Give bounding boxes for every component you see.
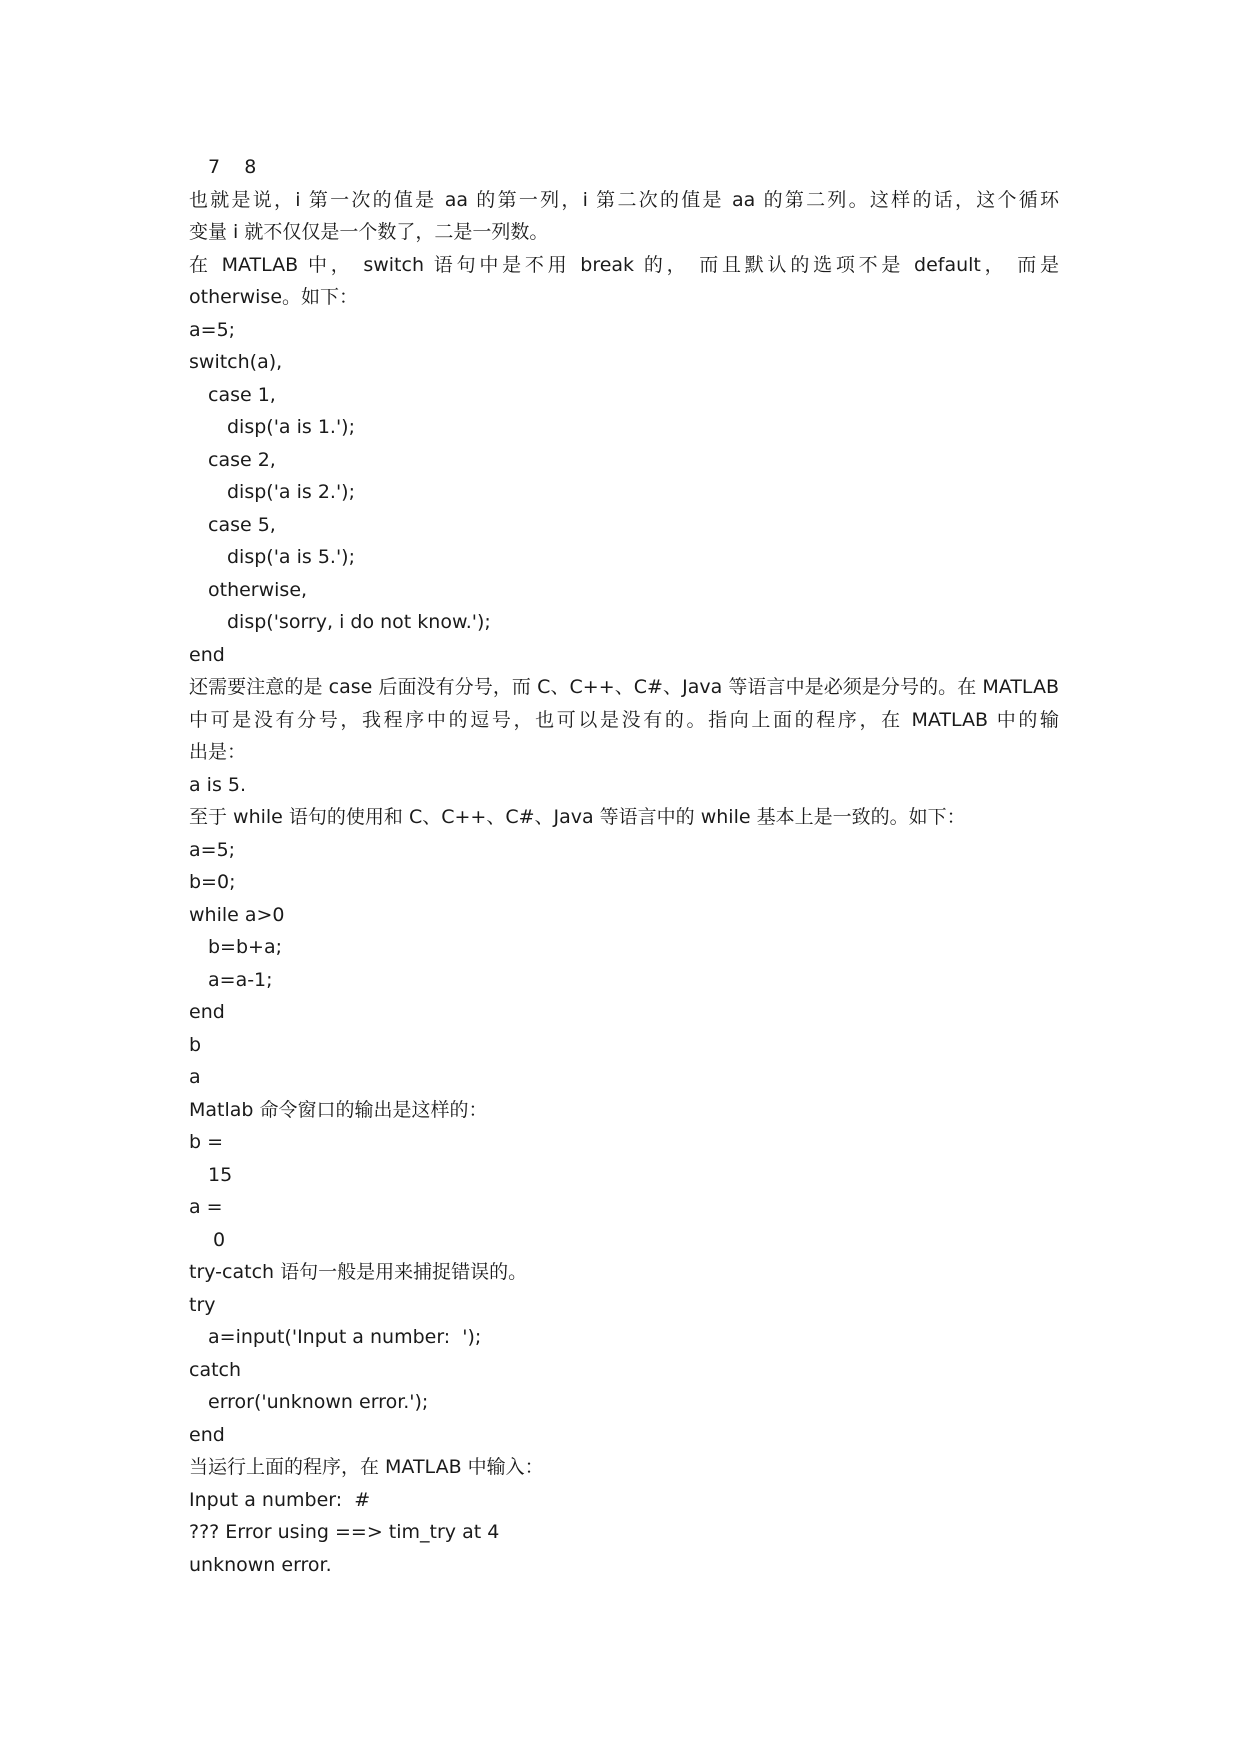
text-line: a is 5. [189,773,247,796]
text-line: 7 8 [208,156,257,178]
text-line: end [189,1001,225,1023]
text-line: b = [189,1131,224,1153]
text-line: ??? Error using ==> tim_try at 4 [189,1521,500,1543]
text-line: 当运行上面的程序，在 MATLAB 中输入： [189,1456,544,1478]
text-line: disp('sorry, i do not know.'); [227,611,491,633]
text-line: try [189,1293,216,1316]
text-line: 也就是说，i 第一次的值是 aa 的第一列，i 第二次的值是 aa 的第二列。这样的话，这个循环 [189,188,1059,211]
text-line: 变量 i 就不仅仅是一个数了，二是一列数。 [189,221,549,243]
text-line: 0 [213,1228,226,1251]
text-line: disp('a is 2.'); [227,481,355,503]
text-line: b=b+a; [208,936,283,958]
text-line: try-catch 语句一般是用来捕捉错误的。 [189,1261,528,1283]
text-line: Matlab 命令窗口的输出是这样的： [189,1098,488,1121]
text-line: 还需要注意的是 case 后面没有分号，而 C、C++、C#、Java 等语言中是必须是分号的。在 MATLAB [189,676,1059,698]
text-line: a=5; [189,318,236,341]
text-line: error('unknown error.'); [208,1391,429,1413]
text-line: 中可是没有分号，我程序中的逗号，也可以是没有的。指向上面的程序，在 MATLAB 中的输 [189,708,1059,731]
text-line: switch(a), [189,351,283,373]
text-line: otherwise。如下： [189,286,359,308]
text-line: unknown error. [189,1553,332,1576]
text-line: 15 [208,1163,233,1186]
text-line: case 1, [208,383,276,406]
text-line: end [189,643,225,666]
text-line: while a>0 [189,903,285,926]
document-body [189,151,1059,1581]
text-line: 至于 while 语句的使用和 C、C++、C#、Java 等语言中的 while 基本上是一致的。如下： [189,806,966,828]
text-line: a=a-1; [208,968,273,991]
text-line: a=5; [189,838,236,861]
text-line: Input a number: # [189,1488,371,1511]
text-line: otherwise, [208,578,308,601]
text-line: b [189,1033,202,1056]
text-line: case 2, [208,448,276,471]
text-line: a [189,1066,201,1088]
text-line: 在 MATLAB 中， switch 语句中是不用 break 的， 而且默认的选项不是 default， 而是 [189,253,1059,276]
text-line: a=input('Input a number: '); [208,1326,482,1348]
text-line: catch [189,1358,242,1381]
text-line: b=0; [189,871,236,893]
text-line: a = [189,1196,223,1218]
text-line: end [189,1423,225,1446]
text-line: case 5, [208,513,276,536]
text-line: disp('a is 5.'); [227,546,355,568]
text-line: 出是： [189,741,247,763]
text-line: disp('a is 1.'); [227,416,355,438]
